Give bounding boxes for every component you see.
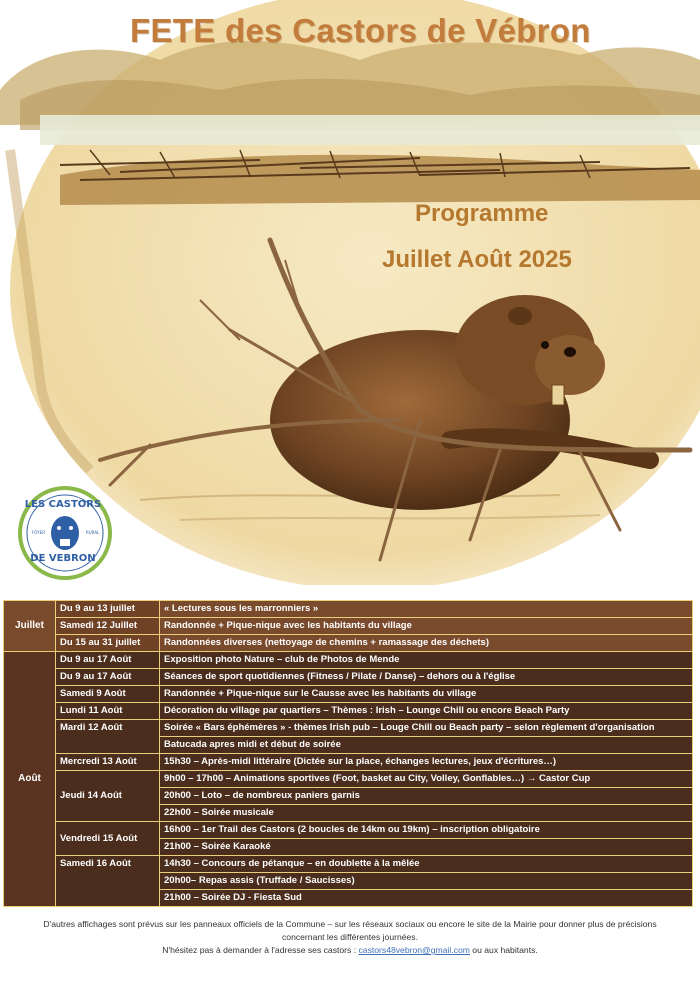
footer-suffix: ou aux habitants. <box>469 945 538 955</box>
table-row <box>4 686 693 703</box>
row-date: Mardi 12 Août <box>56 720 160 754</box>
poster-title: FETE des Castors de Vébron <box>130 12 591 49</box>
row-date: Du 9 au 13 juillet <box>56 601 160 618</box>
row-activity: « Lectures sous les marronniers » <box>160 601 693 618</box>
month-juillet: Juillet <box>4 601 56 652</box>
program-period: Juillet Août 2025 <box>382 246 572 273</box>
row-date: Samedi 16 Août <box>56 856 160 907</box>
row-date: Lundi 11 Août <box>56 703 160 720</box>
row-activity: 16h00 – 1er Trail des Castors (2 boucles de 14km ou 19km) – inscription obligatoire <box>160 822 693 839</box>
row-date: Du 15 au 31 juillet <box>56 635 160 652</box>
footer-line-1: D'autres affichages sont prévus sur les panneaux officiels de la Commune – sur les réseaux sociaux ou encore le site de la Mairie pour donner plus de précisions <box>43 919 657 929</box>
month-aout: Août <box>4 652 56 907</box>
table-row <box>4 720 693 737</box>
row-activity: Exposition photo Nature – club de Photos de Mende <box>160 652 693 669</box>
email-link[interactable]: castors48vebron@gmail.com <box>358 945 470 955</box>
footer-line-2: concernant les différentes journées. <box>282 932 418 942</box>
footer-prefix: N'hésitez pas à demander à l'adresse ses castors : <box>162 945 359 955</box>
table-row <box>4 635 693 652</box>
table-row <box>4 652 693 669</box>
row-date: Samedi 9 Août <box>56 686 160 703</box>
row-activity: 9h00 – 17h00 – Animations sportives (Foot, basket au City, Volley, Gonflables…) → Castor Cup <box>160 771 693 788</box>
row-date: Du 9 au 17 Août <box>56 669 160 686</box>
row-activity: 14h30 – Concours de pétanque – en doublette à la mêlée <box>160 856 693 873</box>
row-date: Du 9 au 17 Août <box>56 652 160 669</box>
table-row <box>4 601 693 618</box>
row-activity: 20h00– Repas assis (Truffade / Saucisses) <box>160 873 693 890</box>
logo-bottom-text: DE VEBRON <box>30 553 96 564</box>
row-date: Mercredi 13 Août <box>56 754 160 771</box>
row-activity: Batucada apres midi et début de soirée <box>160 737 693 754</box>
row-activity: 21h00 – Soirée DJ - Fiesta Sud <box>160 890 693 907</box>
table-row <box>4 771 693 788</box>
logo-left-text: FOYER <box>32 530 45 535</box>
row-date: Vendredi 15 Août <box>56 822 160 856</box>
castors-logo <box>8 485 118 580</box>
footer-line-3 <box>20 944 680 957</box>
footer-note <box>20 918 680 957</box>
row-date: Jeudi 14 Août <box>56 771 160 822</box>
table-row <box>4 618 693 635</box>
table-row <box>4 822 693 839</box>
row-activity: Soirée « Bars éphémères » - thèmes Irish pub – Louge Chill ou Beach party – selon règlement d'organisation <box>160 720 693 737</box>
table-row <box>4 669 693 686</box>
logo-right-text: RURAL <box>86 530 100 535</box>
row-activity: Randonnée + Pique-nique sur le Causse avec les habitants du village <box>160 686 693 703</box>
table-row <box>4 856 693 873</box>
program-heading: Programme <box>415 200 549 227</box>
row-activity: Séances de sport quotidiennes (Fitness / Pilate / Danse) – dehors ou à l'église <box>160 669 693 686</box>
row-activity: 20h00 – Loto – de nombreux paniers garnis <box>160 788 693 805</box>
row-activity: Randonnées diverses (nettoyage de chemins + ramassage des déchets) <box>160 635 693 652</box>
row-activity: 22h00 – Soirée musicale <box>160 805 693 822</box>
table-row <box>4 754 693 771</box>
row-activity: Décoration du village par quartiers – Thèmes : Irish – Lounge Chill ou encore Beach Party <box>160 703 693 720</box>
row-date: Samedi 12 Juillet <box>56 618 160 635</box>
row-activity: Randonnée + Pique-nique avec les habitants du village <box>160 618 693 635</box>
row-activity: 15h30 – Après-midi littéraire (Dictée sur la place, échanges lectures, jeux d'écritures…) <box>160 754 693 771</box>
table-row <box>4 703 693 720</box>
logo-top-text: LES CASTORS <box>24 499 102 510</box>
row-activity: 21h00 – Soirée Karaoké <box>160 839 693 856</box>
program-table <box>3 600 693 907</box>
